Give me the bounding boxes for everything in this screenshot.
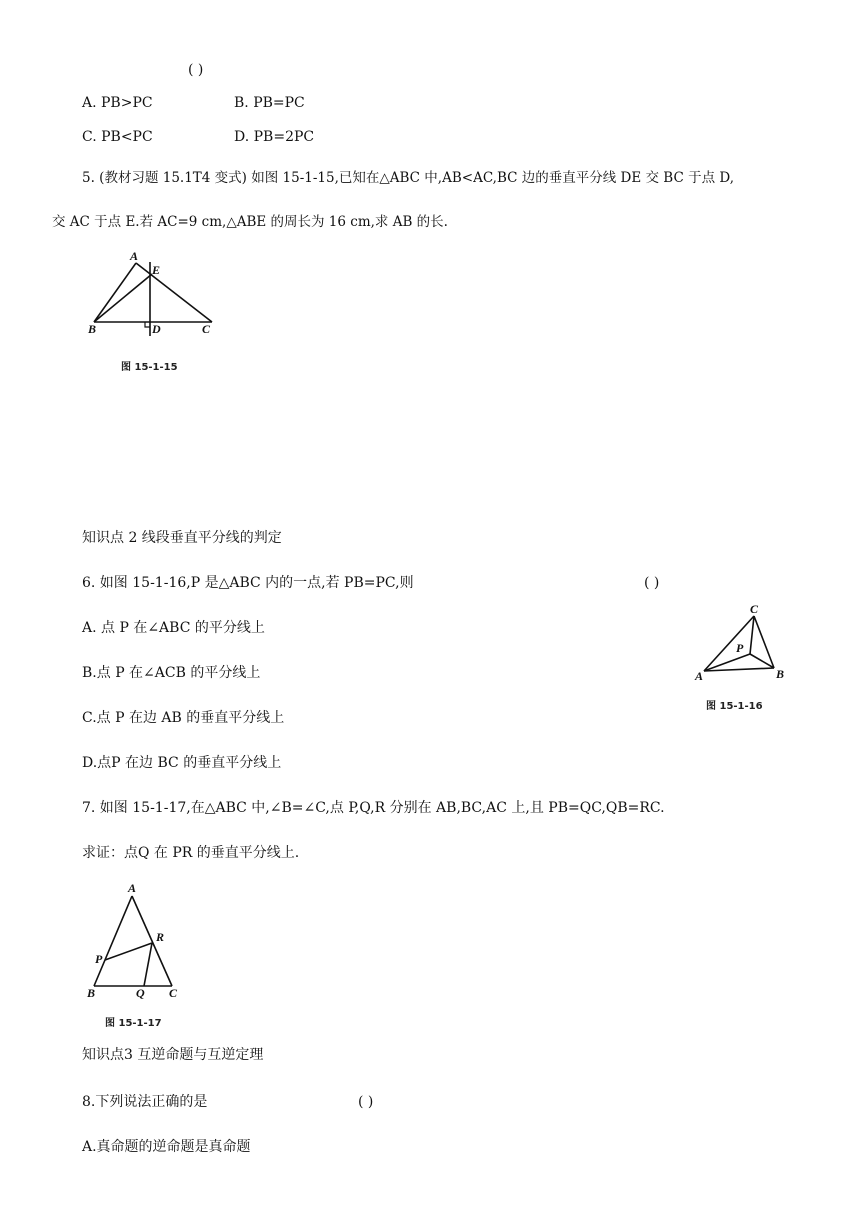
section-3-title: 知识点3 互逆命题与互逆定理	[82, 1047, 264, 1063]
fig15-label-c: C	[202, 322, 211, 336]
q4-option-b: B. PB=PC	[234, 95, 305, 111]
fig17-label-c: C	[169, 986, 178, 1000]
q8-answer-bracket: ( )	[358, 1094, 374, 1110]
q7-proof-line: 求证：点Q 在 PR 的垂直平分线上.	[82, 845, 300, 861]
fig16-label-p: P	[736, 641, 744, 655]
q4-option-d: D. PB=2PC	[234, 129, 315, 145]
fig17-label-b: B	[87, 986, 96, 1000]
q8-option-a: A.真命题的逆命题是真命题	[82, 1139, 251, 1155]
q7-stem: 7. 如图 15-1-17,在△ABC 中,∠B=∠C,点 P,Q,R 分别在 AB,BC,AC 上,且 PB=QC,QB=RC.	[82, 800, 665, 816]
fig17-label-p: P	[95, 952, 103, 966]
fig16-label-a: A	[695, 669, 704, 683]
figure-15-1-15-caption: 图 15-1-15	[121, 362, 178, 373]
figure-15-1-15	[84, 250, 224, 345]
fig15-label-d: D	[152, 322, 161, 336]
q5-stem-line2: 交 AC 于点 E.若 AC=9 cm,△ABE 的周长为 16 cm,求 AB 的长.	[52, 214, 448, 230]
fig15-label-e: E	[152, 263, 161, 277]
fig17-label-r: R	[156, 930, 165, 944]
figure-15-1-17-caption: 图 15-1-17	[105, 1018, 162, 1029]
q6-option-b: B.点 P 在∠ACB 的平分线上	[82, 665, 261, 681]
fig17-label-a: A	[128, 881, 137, 895]
q6-stem: 6. 如图 15-1-16,P 是△ABC 内的一点,若 PB=PC,则	[82, 575, 414, 591]
q8-stem: 8.下列说法正确的是	[82, 1094, 208, 1110]
fig15-label-b: B	[88, 322, 97, 336]
section-2-title: 知识点 2 线段垂直平分线的判定	[82, 530, 282, 546]
q4-answer-bracket: ( )	[188, 62, 204, 78]
q4-option-c: C. PB<PC	[82, 129, 153, 145]
q5-stem-line1: 5. (教材习题 15.1T4 变式) 如图 15-1-15,已知在△ABC 中,AB<AC,BC 边的垂直平分线 DE 交 BC 于点 D,	[82, 170, 735, 186]
figure-15-1-17	[84, 880, 194, 1002]
figure-15-1-16-caption: 图 15-1-16	[706, 701, 763, 712]
q6-option-c: C.点 P 在边 AB 的垂直平分线上	[82, 710, 285, 726]
fig17-label-q: Q	[136, 986, 145, 1000]
q6-answer-bracket: ( )	[644, 575, 660, 591]
q4-option-a: A. PB>PC	[82, 95, 153, 111]
q6-option-a: A. 点 P 在∠ABC 的平分线上	[82, 620, 265, 636]
fig16-label-b: B	[776, 667, 785, 681]
fig15-label-a: A	[130, 250, 139, 263]
q6-option-d: D.点P 在边 BC 的垂直平分线上	[82, 755, 282, 771]
figure-15-1-16	[692, 600, 792, 688]
fig16-label-c: C	[750, 602, 759, 616]
